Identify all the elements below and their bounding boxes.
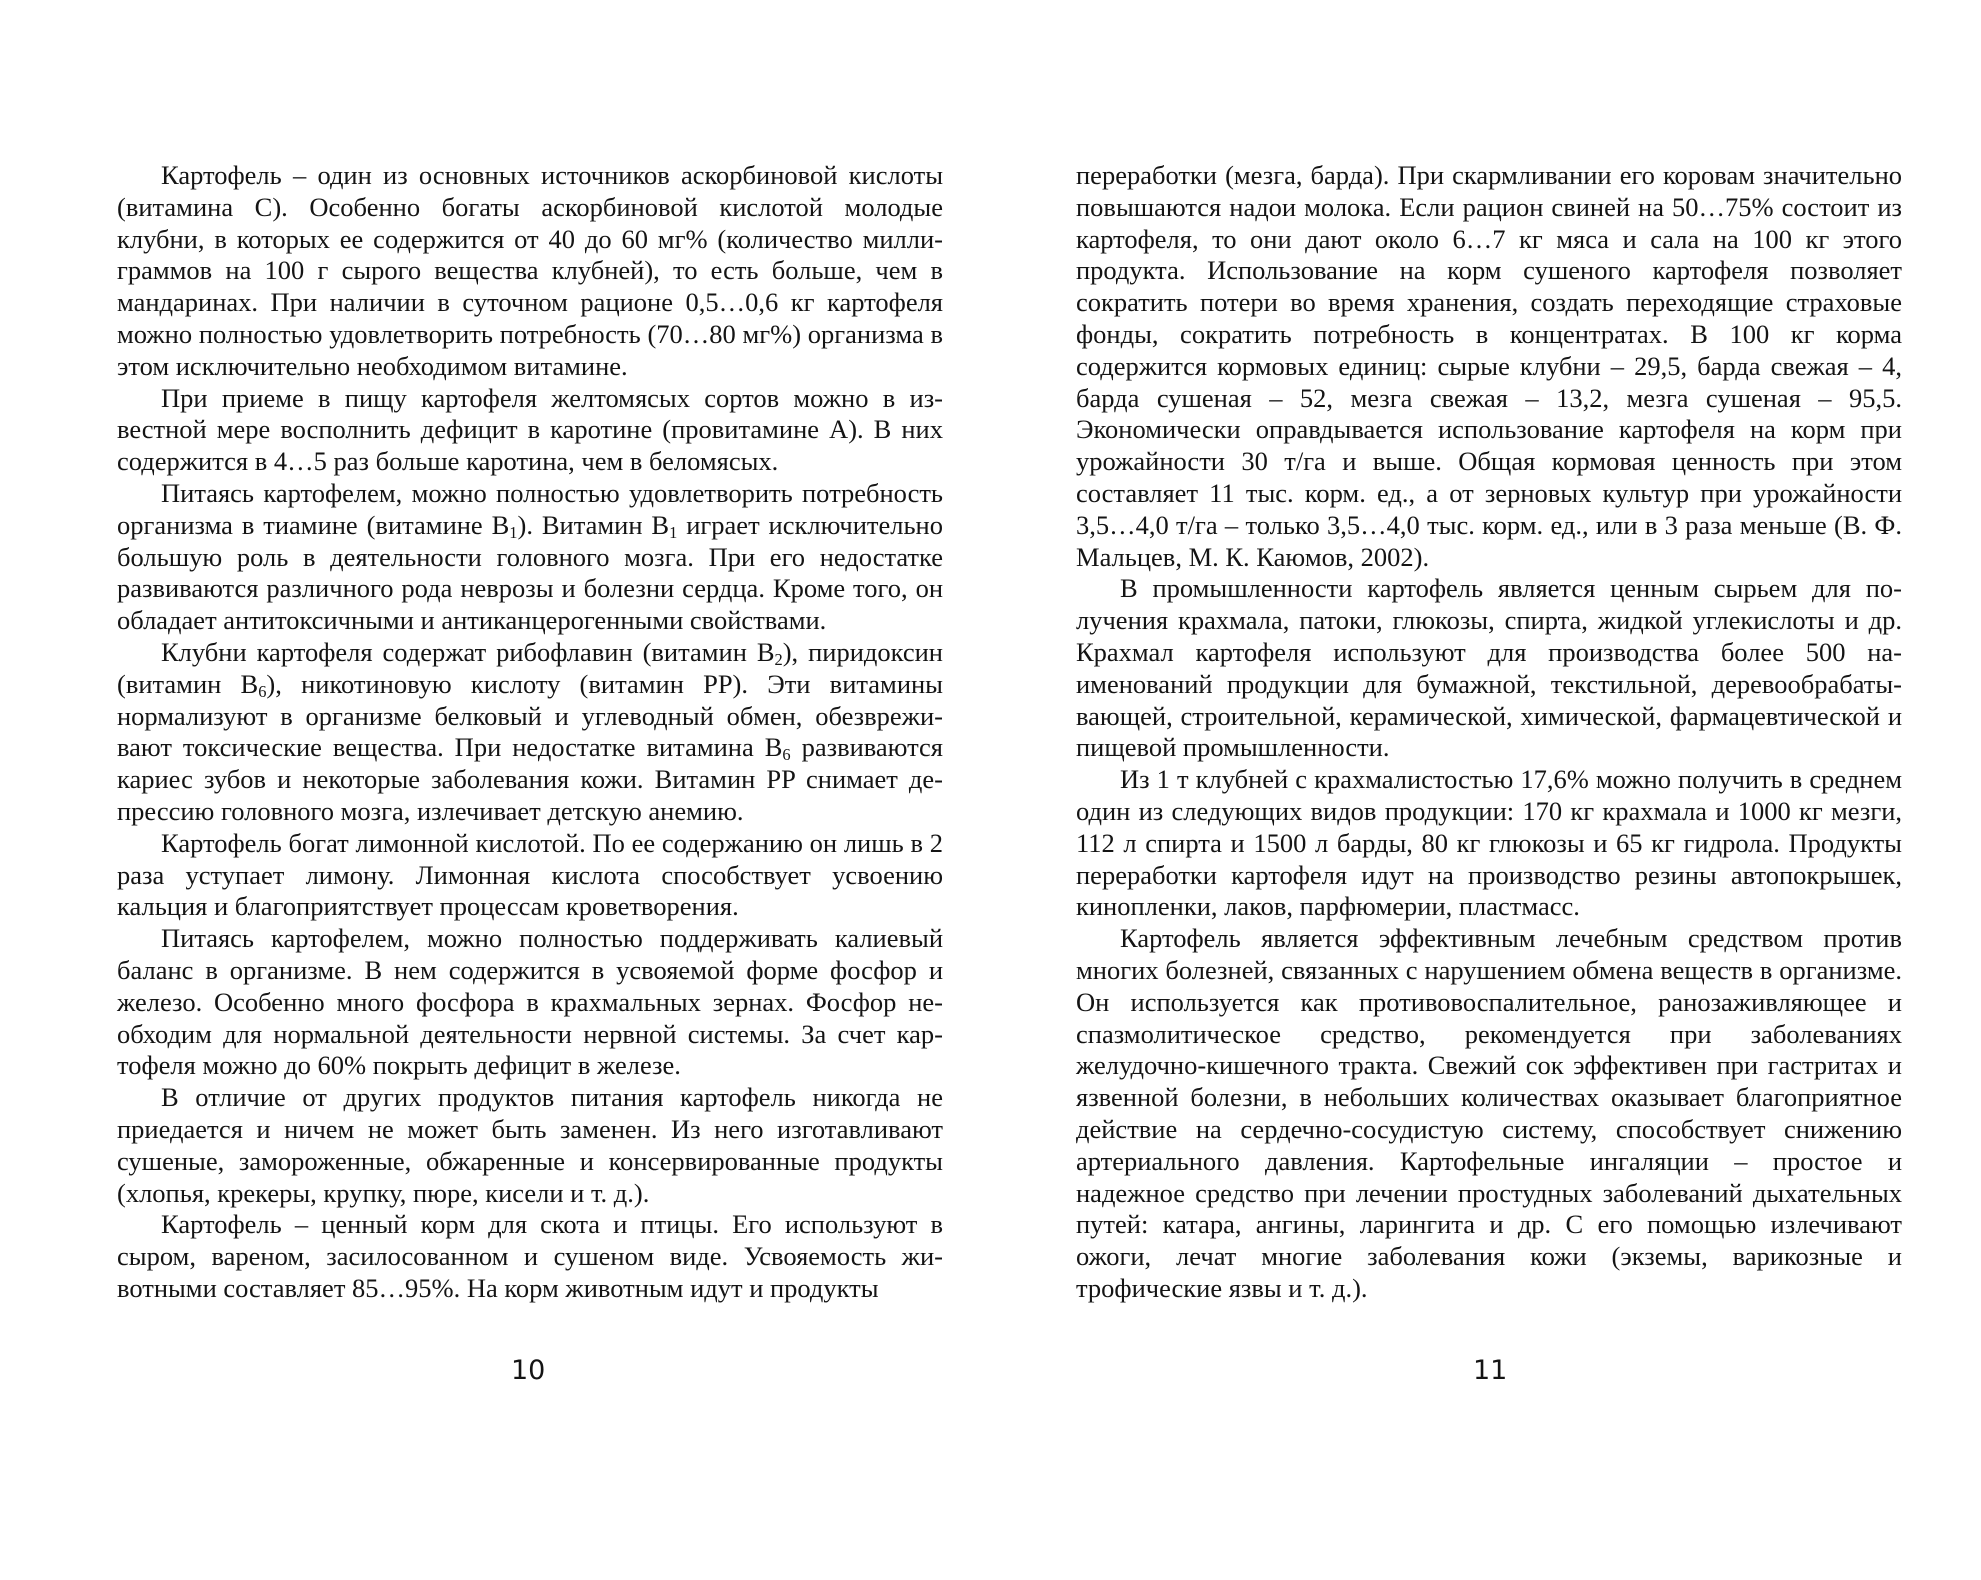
paragraph: В отличие от других продуктов питания картофель никогда не приедается и ничем не может быть заменен. Из него изготавливают сушеные, замороженные, обжаренные и консервированные продукты (хлопья, крекеры, крупку, пюре, кисели и т. д.).: [117, 1082, 943, 1208]
paragraph: В промышленности картофель является ценным сырьем для получения крахмала, патоки, глюкозы, спирта, жидкой углекислоты и др. Крахмал картофеля используют для производства более 500 наименований продукции для бумажной, текстильной, деревообрабатывающей, строительной, керамической, химической, фармацевтической и пищевой промышленности.: [1076, 573, 1902, 763]
paragraph: Картофель – один из основных источников аскорбиновой кислоты (витамина С). Особенно богаты аскорбиновой кислотой молодые клубни, в которых ее содержится от 40 до 60 мг% (количество миллиграммов на 100 г сырого вещества клубней), то есть больше, чем в мандаринах. При наличии в суточном рационе 0,5…0,6 кг картофеля можно полностью удовлетворить потребность (70…80 мг%) организма в этом исключительно необходимом витамине.: [117, 160, 943, 381]
paragraph: Картофель является эффективным лечебным средством против многих болезней, связанных с нарушением обмена веществ в организме. Он используется как противовоспалительное, ранозаживляющее и спазмолитическое средство, рекомендуется при заболеваниях желудочно-кишечного тракта. Свежий сок эффективен при гастритах и язвенной болезни, в небольших количествах оказывает благоприятное действие на сердечно-сосудистую систему, способствует снижению артериального давления. Картофельные ингаляции – простое и надежное средство при лечении простудных заболеваний дыхательных путей: катара, ангины, ларингита и др. С его помощью излечивают ожоги, лечат многие заболевания кожи (экземы, варикозные и трофические язвы и т. д.).: [1076, 923, 1902, 1303]
paragraph: При приеме в пищу картофеля желтомясых сортов можно в известной мере восполнить дефицит в каротине (провитамине А). В них содержится в 4…5 раз больше каротина, чем в беломясых.: [117, 382, 943, 477]
paragraph: Из 1 т клубней с крахмалистостью 17,6% можно получить в среднем один из следующих видов продукции: 170 кг крахмала и 1000 кг мезги, 112 л спирта и 1500 л барды, 80 кг глюкозы и 65 кг гидрола. Продукты переработки картофеля идут на производство резины автопокрышек, кинопленки, лаков, парфюмерии, пластмасс.: [1076, 764, 1902, 922]
paragraph: переработки (мезга, барда). При скармливании его коровам значительно повышаются надои молока. Если рацион свиней на 50…75% состоит из картофеля, то они дают около 6…7 кг мяса и сала на 100 кг этого продукта. Использование на корм сушеного картофеля позволяет сократить потери во время хранения, создать переходящие страховые фонды, сократить потребность в концентратах. В 100 кг корма содержится кормовых единиц: сырые клубни – 29,5, барда свежая – 4, барда сушеная – 52, мезга свежая – 13,2, мезга сушеная – 95,5. Экономически оправдывается использование картофеля на корм при урожайности 30 т/га и выше. Общая кормовая ценность при этом составляет 11 тыс. корм. ед., а от зерновых культур при урожайности 3,5…4,0 т/га – только 3,5…4,0 тыс. корм. ед., или в 3 раза меньше (В. Ф. Мальцев, М. К. Каюмов, 2002).: [1076, 160, 1902, 572]
page-number-right: 11: [1473, 1355, 1508, 1386]
left-page-text: [117, 160, 943, 1305]
right-page: [990, 0, 1981, 1580]
page-number-left: 10: [511, 1355, 546, 1386]
left-page: [0, 0, 990, 1580]
paragraph: Питаясь картофелем, можно полностью удовлетворить потребность организма в тиамине (витамине $B_1$). Витамин $B_1$ играет исключительно большую роль в деятельности головного мозга. При его недостатке развиваются различного рода неврозы и болезни сердца. Кроме того, он обладает антитоксичными и антиканцерогенными свойствами.: [117, 477, 943, 636]
paragraph: Картофель богат лимонной кислотой. По ее содержанию он лишь в 2 раза уступает лимону. Лимонная кислота способствует усвоению кальция и благоприятствует процессам кроветворения.: [117, 827, 943, 922]
paragraph: Питаясь картофелем, можно полностью поддерживать калиевый баланс в организме. В нем содержится в усвояемой форме фосфор и железо. Особенно много фосфора в крахмальных зернах. Фосфор необходим для нормальной деятельности нервной системы. За счет картофеля можно до 60% покрыть дефицит в железе.: [117, 923, 943, 1081]
paragraph: Картофель – ценный корм для скота и птицы. Его используют в сыром, вареном, засилосованном и сушеном виде. Усвояемость животными составляет 85…95%. На корм животным идут и продукты: [117, 1209, 943, 1303]
right-page-text: [1076, 160, 1902, 1305]
paragraph: Клубни картофеля содержат рибофлавин (витамин $B_2$), пиридоксин (витамин $B_6$), никотиновую кислоту (витамин PP). Эти витамины нормализуют в организме белковый и углеводный обмен, обезвреживают токсические вещества. При недостатке витамина $B_6$ развиваются кариес зубов и некоторые заболевания кожи. Витамин PP снимает депрессию головного мозга, излечивает детскую анемию.: [117, 636, 943, 826]
